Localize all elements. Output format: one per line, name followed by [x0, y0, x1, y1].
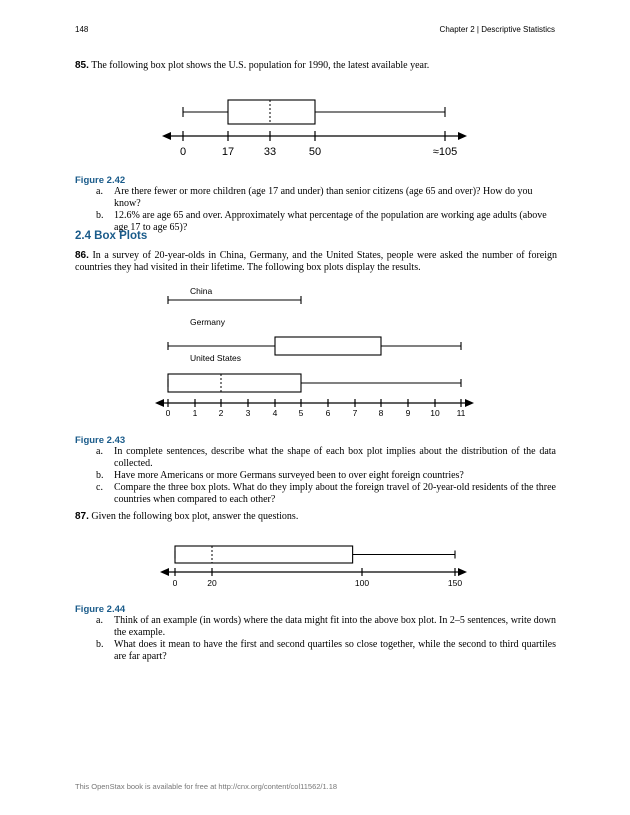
tick-label: 4	[272, 408, 278, 418]
figure-2-42-caption: Figure 2.42	[75, 175, 126, 186]
box	[228, 100, 315, 124]
axis-arrow-left	[160, 568, 169, 576]
tick-label: 7	[352, 408, 358, 418]
tick-label: 100	[354, 578, 370, 588]
question-85	[75, 60, 557, 72]
box	[168, 374, 301, 392]
figure-2-43-boxplots	[0, 280, 630, 430]
tick-label: 50	[308, 146, 322, 158]
figure-2-43-caption: Figure 2.43	[75, 435, 126, 446]
tick-label: ≈105	[432, 146, 458, 158]
section-heading: 2.4 Box Plots	[75, 230, 148, 242]
list-item: b. What does it mean to have the first and second quartiles so close together, while the second to third quartiles are far apart?	[96, 639, 556, 662]
list-item: b. 12.6% are age 65 and over. Approximately what percentage of the population are working age adults (above age 17 to age 65)?	[96, 210, 547, 233]
list-item: b. Have more Americans or more Germans surveyed been to over eight foreign countries?	[96, 470, 464, 481]
tick-label: 5	[298, 408, 304, 418]
tick-label: 2	[218, 408, 224, 418]
chapter-title: Chapter 2 | Descriptive Statistics	[439, 25, 555, 34]
tick-label: 0	[172, 578, 178, 588]
tick-label: 17	[221, 146, 235, 158]
list-item: a. Are there fewer or more children (age 17 and under) than senior citizens (age 65 and over)? How do you know?	[96, 186, 533, 209]
tick-label: 9	[405, 408, 411, 418]
series-label: Germany	[190, 317, 225, 327]
tick-label: 1	[192, 408, 198, 418]
question-86-items	[96, 446, 556, 506]
page-number: 148	[75, 25, 89, 34]
question-number: 87.	[75, 511, 89, 522]
footer-text: This OpenStax book is available for free at http://cnx.org/content/col11562/1.18	[75, 782, 338, 791]
tick-label: 150	[447, 578, 463, 588]
tick-label: 3	[245, 408, 251, 418]
axis-arrow-right	[465, 399, 474, 407]
axis-arrow-left	[155, 399, 164, 407]
list-item: a. In complete sentences, describe what the shape of each box plot implies about the distribution of the data collected.	[96, 446, 556, 469]
tick-label: 8	[378, 408, 384, 418]
axis-arrow-right	[458, 568, 467, 576]
tick-label: 10	[430, 408, 440, 418]
question-number: 86.	[75, 250, 89, 261]
list-item: c. Compare the three box plots. What do they imply about the foreign travel of 20-year-old residents of the three countries when compared to each other?	[96, 482, 556, 505]
tick-label: 20	[207, 578, 217, 588]
question-text: Given the following box plot, answer the questions.	[91, 511, 299, 522]
box	[275, 337, 381, 355]
series-label: United States	[190, 353, 242, 363]
tick-label: 0	[165, 408, 171, 418]
axis-arrow-left	[162, 132, 171, 140]
box	[175, 546, 353, 563]
question-number: 85.	[75, 60, 89, 71]
list-item: a. Think of an example (in words) where the data might fit into the above box plot. In 2–5 sentences, write down the example.	[96, 615, 556, 638]
question-87	[75, 511, 557, 523]
tick-label: 0	[179, 146, 187, 158]
question-text: The following box plot shows the U.S. population for 1990, the latest available year.	[91, 60, 430, 71]
question-85-items	[96, 186, 556, 234]
series-label: China	[190, 286, 213, 296]
question-86	[75, 250, 557, 274]
question-text: In a survey of 20-year-olds in China, Germany, and the United States, people were asked the number of foreign countries they had visited in their lifetime. The following box plots display the results.	[75, 250, 557, 273]
axis-arrow-right	[458, 132, 467, 140]
figure-2-42-boxplot	[0, 75, 630, 170]
figure-2-44-caption: Figure 2.44	[75, 604, 126, 615]
question-87-items	[96, 615, 556, 663]
tick-label: 11	[456, 408, 466, 418]
tick-label: 33	[263, 146, 277, 158]
figure-2-44-boxplot	[0, 530, 630, 595]
tick-label: 6	[325, 408, 331, 418]
